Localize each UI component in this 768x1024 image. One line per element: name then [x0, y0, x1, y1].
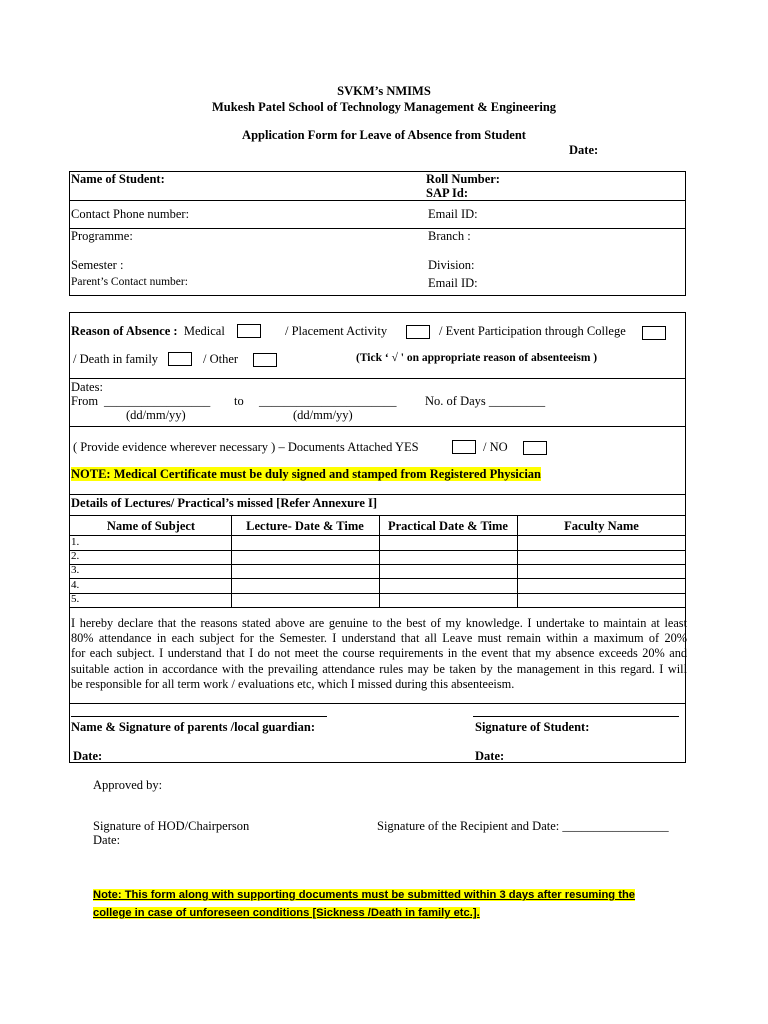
form-title: Application Form for Leave of Absence from Student: [242, 128, 526, 142]
footer-note-line1: Note: This form along with supporting documents must be submitted within 3 days after resuming the: [93, 889, 636, 901]
col-divider: [231, 515, 232, 607]
footer-note-line2: college in case of unforeseen conditions [Sickness /Death in family etc.].: [93, 907, 480, 919]
reason-event-label: / Event Participation through College: [439, 324, 626, 338]
placement-checkbox[interactable]: [406, 325, 430, 339]
reason-death-label: / Death in family: [73, 352, 159, 366]
lectures-title: Details of Lectures/ Practical’s missed [Refer Annexure I]: [71, 496, 378, 510]
declaration-line: suitable action in accordance with the prevailing attendance rules may be taken by the management in this regard. I will: [71, 661, 687, 676]
divider: [69, 515, 686, 516]
divider: [69, 550, 686, 551]
col-divider: [379, 515, 380, 607]
org-name: SVKM’s NMIMS: [337, 84, 431, 98]
table-row-3-number[interactable]: 3.: [71, 564, 80, 576]
student-signature-line[interactable]: [473, 716, 679, 717]
divider: [69, 200, 686, 201]
programme-label[interactable]: Programme:: [71, 229, 133, 243]
email-label[interactable]: Email ID:: [428, 207, 478, 221]
table-row-1-number[interactable]: 1.: [71, 536, 80, 548]
reason-label: Reason of Absence :: [71, 324, 178, 338]
hod-date-label[interactable]: Date:: [93, 833, 121, 847]
sap-id-label[interactable]: SAP Id:: [426, 186, 469, 200]
approved-by-label: Approved by:: [93, 778, 163, 792]
divider: [69, 228, 686, 229]
contact-phone-label[interactable]: Contact Phone number:: [71, 207, 190, 221]
declaration-line: 80% attendance in each subject for the Semester. I understand that all Leave must remain within a maximum of 20%: [71, 631, 687, 646]
col-header-practical: Practical Date & Time: [388, 519, 508, 533]
parent-signature-line[interactable]: [71, 716, 327, 717]
reason-placement-label: / Placement Activity: [285, 324, 388, 338]
parent-date-label[interactable]: Date:: [73, 749, 103, 763]
from-date-field[interactable]: _________________: [104, 394, 211, 408]
to-date-format: (dd/mm/yy): [293, 408, 353, 422]
no-of-days-field[interactable]: No. of Days _________: [425, 394, 546, 408]
divider: [69, 578, 686, 579]
medical-certificate-note: NOTE: Medical Certificate must be duly signed and stamped from Registered Physician: [71, 467, 542, 481]
divider: [69, 703, 686, 704]
col-divider: [517, 515, 518, 607]
division-label[interactable]: Division:: [428, 258, 475, 272]
from-date-format: (dd/mm/yy): [126, 408, 186, 422]
divider: [69, 426, 686, 427]
declaration-line: I hereby declare that the reasons stated above are genuine to the best of my knowledge. I undertake to maintain at least: [71, 616, 687, 630]
reason-other-label: / Other: [203, 352, 239, 366]
name-of-student-label[interactable]: Name of Student:: [71, 172, 165, 186]
other-checkbox[interactable]: [253, 353, 277, 367]
parent-signature-label: Name & Signature of parents /local guardian:: [71, 720, 315, 734]
reason-row: [71, 324, 225, 339]
school-name: Mukesh Patel School of Technology Management & Engineering: [211, 100, 557, 114]
documents-no-label: / NO: [483, 440, 508, 454]
parent-contact-label[interactable]: Parent’s Contact number:: [71, 276, 188, 288]
col-header-faculty: Faculty Name: [564, 519, 639, 533]
date-label: Date:: [569, 143, 599, 157]
declaration-line: for each subject. I understand that I do not meet the course requirements in the event that my absence exceeds 20% and: [71, 646, 687, 661]
divider: [69, 535, 686, 536]
table-row-5-number[interactable]: 5.: [71, 593, 80, 605]
to-label: to: [234, 394, 244, 408]
to-date-field[interactable]: ______________________: [259, 394, 397, 408]
divider: [69, 564, 686, 565]
declaration-line: be responsible for all term work / evaluations etc, which I missed during this absenteeism.: [71, 676, 515, 691]
col-header-lecture: Lecture- Date & Time: [246, 519, 364, 533]
reason-medical-label: Medical: [183, 324, 225, 338]
documents-yes-checkbox[interactable]: [452, 440, 476, 454]
student-signature-label: Signature of Student:: [475, 720, 590, 734]
parent-email-label[interactable]: Email ID:: [428, 276, 478, 290]
semester-label[interactable]: Semester :: [71, 258, 124, 272]
medical-note-wrap: [71, 467, 541, 482]
recipient-signature-label[interactable]: Signature of the Recipient and Date: _________________: [377, 819, 669, 833]
footer-note-line1-wrap: [93, 889, 635, 901]
evidence-label: ( Provide evidence wherever necessary ) – Documents Attached YES: [73, 440, 419, 454]
hod-signature-label[interactable]: Signature of HOD/Chairperson: [93, 819, 250, 833]
divider: [69, 378, 686, 379]
divider: [69, 607, 686, 608]
medical-checkbox[interactable]: [237, 324, 261, 338]
branch-label[interactable]: Branch :: [428, 229, 471, 243]
divider: [69, 494, 686, 495]
main-form-box: [69, 312, 686, 763]
divider: [69, 593, 686, 594]
table-row-4-number[interactable]: 4.: [71, 579, 80, 591]
table-row-2-number[interactable]: 2.: [71, 550, 80, 562]
col-header-subject: Name of Subject: [106, 519, 196, 533]
documents-no-checkbox[interactable]: [523, 441, 547, 455]
declaration-paragraph: [71, 616, 687, 692]
roll-number-label[interactable]: Roll Number:: [426, 172, 500, 186]
death-checkbox[interactable]: [168, 352, 192, 366]
event-checkbox[interactable]: [642, 326, 666, 340]
dates-label: Dates:: [71, 380, 103, 394]
from-label: From: [71, 394, 99, 408]
student-date-label[interactable]: Date:: [475, 749, 505, 763]
footer-note-line2-wrap: [93, 907, 480, 919]
tick-instruction: (Tick ‘ √ ' on appropriate reason of absenteeism ): [356, 352, 598, 364]
